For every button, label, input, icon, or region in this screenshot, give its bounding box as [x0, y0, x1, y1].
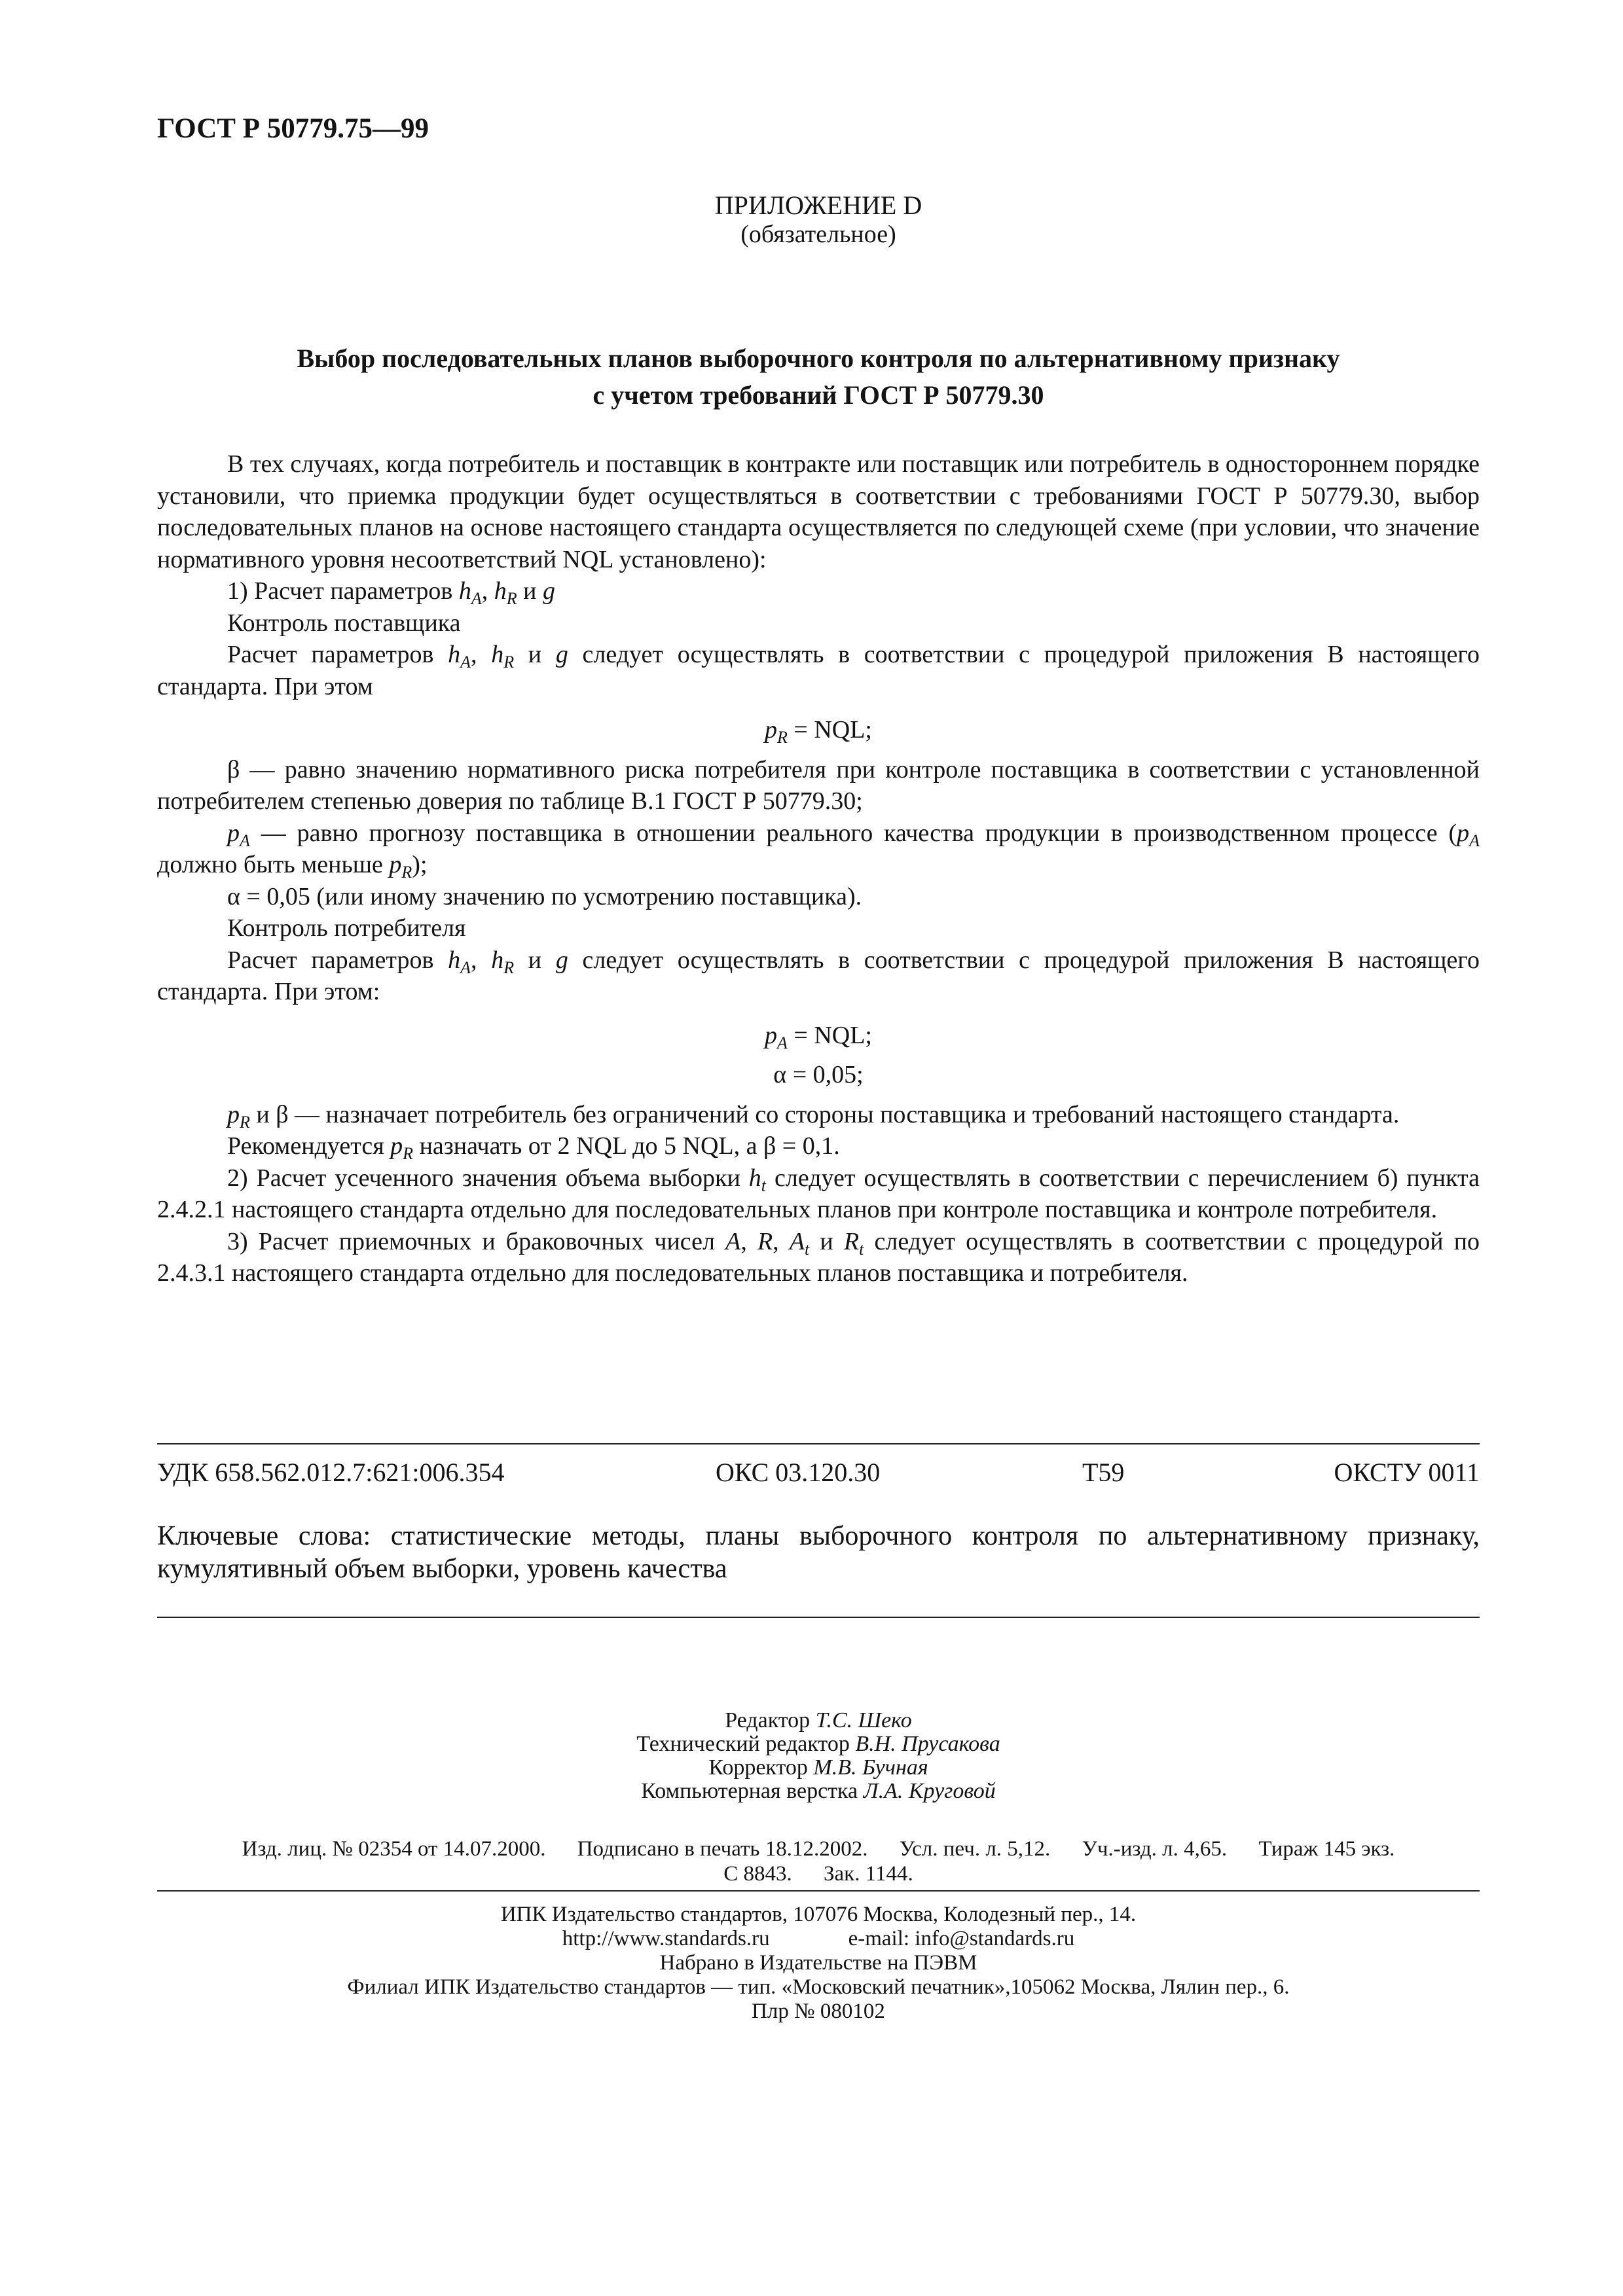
title-line-1: Выбор последовательных планов выборочного контроля по альтернативному признаку [297, 344, 1340, 373]
formula-pr: $p_R$ = NQL; [765, 716, 872, 747]
appendix-status: (обязательное) [740, 221, 896, 248]
divider-middle [157, 1617, 1480, 1618]
divider-bottom [157, 1890, 1480, 1892]
document-body [157, 448, 1480, 1289]
step-3: 3) Расчет приемочных и браковочных чисел A, R, $A_t$ и $R_t$ следует осуществлять в соответствии с процедурой по 2.4.3.1 настоящего стандарта отдельно для последовательных планов поставщика и потребителя. [157, 1227, 1480, 1287]
credits [157, 1709, 1480, 1803]
publisher-plr: Плр № 080102 [752, 2000, 885, 2023]
print-c: С 8843. [723, 1862, 792, 1886]
supplier-calc: Расчет параметров $h_A$, $h_R$ и g следует осуществлять в соответствии с процедурой приложения В настоящего стандарта. При этом [157, 641, 1480, 700]
t-code: Т59 [1082, 1458, 1125, 1487]
beta-paragraph: β — равно значению нормативного риска потребителя при контроле поставщика в соответствии с установленной потребителем степенью доверия по таблице В.1 ГОСТ Р 50779.30; [157, 755, 1480, 815]
document-title [157, 340, 1480, 414]
recommendation: Рекомендуется $p_R$ назначать от 2 NQL до 5 NQL, а β = 0,1. [227, 1132, 840, 1163]
pa-paragraph: $p_A$ — равно прогнозу поставщика в отношении реального качества продукции в производственном процессе ($p_A$ должно быть меньше $p_R$); [157, 819, 1480, 882]
publisher-url: http://www.standards.ru [562, 1927, 770, 1950]
title-line-2: с учетом требований ГОСТ Р 50779.30 [593, 380, 1044, 410]
step-2: 2) Расчет усеченного значения объема выборки $h_t$ следует осуществлять в соответствии с перечислением б) пункта 2.4.2.1 настоящего стандарта отдельно для последовательных планов при контроле поставщика и контроле потребителя. [157, 1164, 1480, 1223]
intro-paragraph: В тех случаях, когда потребитель и поставщик в контракте или поставщик или потребитель в одностороннем порядке установили, что приемка продукции будет осуществляться в соответствии с требованиями ГОСТ Р 50779.30, выбор последовательных планов на основе настоящего стандарта осуществляется по следующей схеме (при условии, что значение нормативного уровня несоответствий NQL установлено): [157, 450, 1480, 573]
credit-proofreader: Корректор М.В. Бучная [708, 1755, 928, 1780]
consumer-calc: Расчет параметров $h_A$, $h_R$ и g следует осуществлять в соответствии с процедурой приложения В настоящего стандарта. При этом: [157, 946, 1480, 1005]
publisher-address: ИПК Издательство стандартов, 107076 Москва, Колодезный пер., 14. [500, 1903, 1137, 1926]
tirazh: Тираж 145 экз. [1258, 1837, 1395, 1861]
print-info [157, 1837, 1480, 1886]
credit-tech-editor: Технический редактор В.Н. Прусакова [636, 1732, 1000, 1756]
formula-alpha: α = 0,05; [773, 1061, 864, 1088]
alpha-paragraph: α = 0,05 (или иному значению по усмотрению поставщика). [227, 882, 862, 910]
publisher-typeset: Набрано в Издательстве на ПЭВМ [659, 1951, 977, 1975]
udk-code: УДК 658.562.012.7:621:006.354 [157, 1458, 505, 1487]
formula-pa: $p_A$ = NQL; [765, 1021, 872, 1052]
publisher-branch: Филиал ИПК Издательство стандартов — тип. «Московский печатник»,105062 Москва, Лялин пер., 6. [347, 1975, 1290, 1999]
document-header: ГОСТ Р 50779.75—99 [157, 113, 429, 144]
publisher-info [157, 1903, 1480, 2024]
signed: Подписано в печать 18.12.2002. [577, 1837, 868, 1861]
pr-beta-paragraph: $p_R$ и β — назначает потребитель без ограничений со стороны поставщика и требований настоящего стандарта. [227, 1100, 1400, 1132]
license: Изд. лиц. № 02354 от 14.07.2000. [242, 1837, 546, 1861]
uch: Уч.-изд. л. 4,65. [1082, 1837, 1228, 1861]
print-zak: Зак. 1144. [824, 1862, 913, 1886]
usl: Усл. печ. л. 5,12. [899, 1837, 1051, 1861]
step-1: 1) Расчет параметров $h_A$, $h_R$ и g [227, 577, 555, 608]
credit-layout: Компьютерная верстка Л.А. Круговой [641, 1779, 996, 1803]
divider-top [157, 1443, 1480, 1444]
okstu-code: ОКСТУ 0011 [1334, 1458, 1480, 1487]
supplier-heading: Контроль поставщика [227, 609, 461, 637]
publisher-contacts [157, 1927, 1480, 1951]
credit-editor: Редактор Т.С. Шеко [725, 1708, 912, 1732]
appendix-title: ПРИЛОЖЕНИЕ D [714, 190, 922, 220]
consumer-heading: Контроль потребителя [227, 914, 466, 942]
oks-code: ОКС 03.120.30 [716, 1458, 881, 1487]
keywords: Ключевые слова: статистические методы, планы выборочного контроля по альтернативному признаку, кумулятивный объем выборки, уровень качества [157, 1521, 1480, 1584]
publisher-email: e-mail: info@standards.ru [848, 1927, 1075, 1950]
